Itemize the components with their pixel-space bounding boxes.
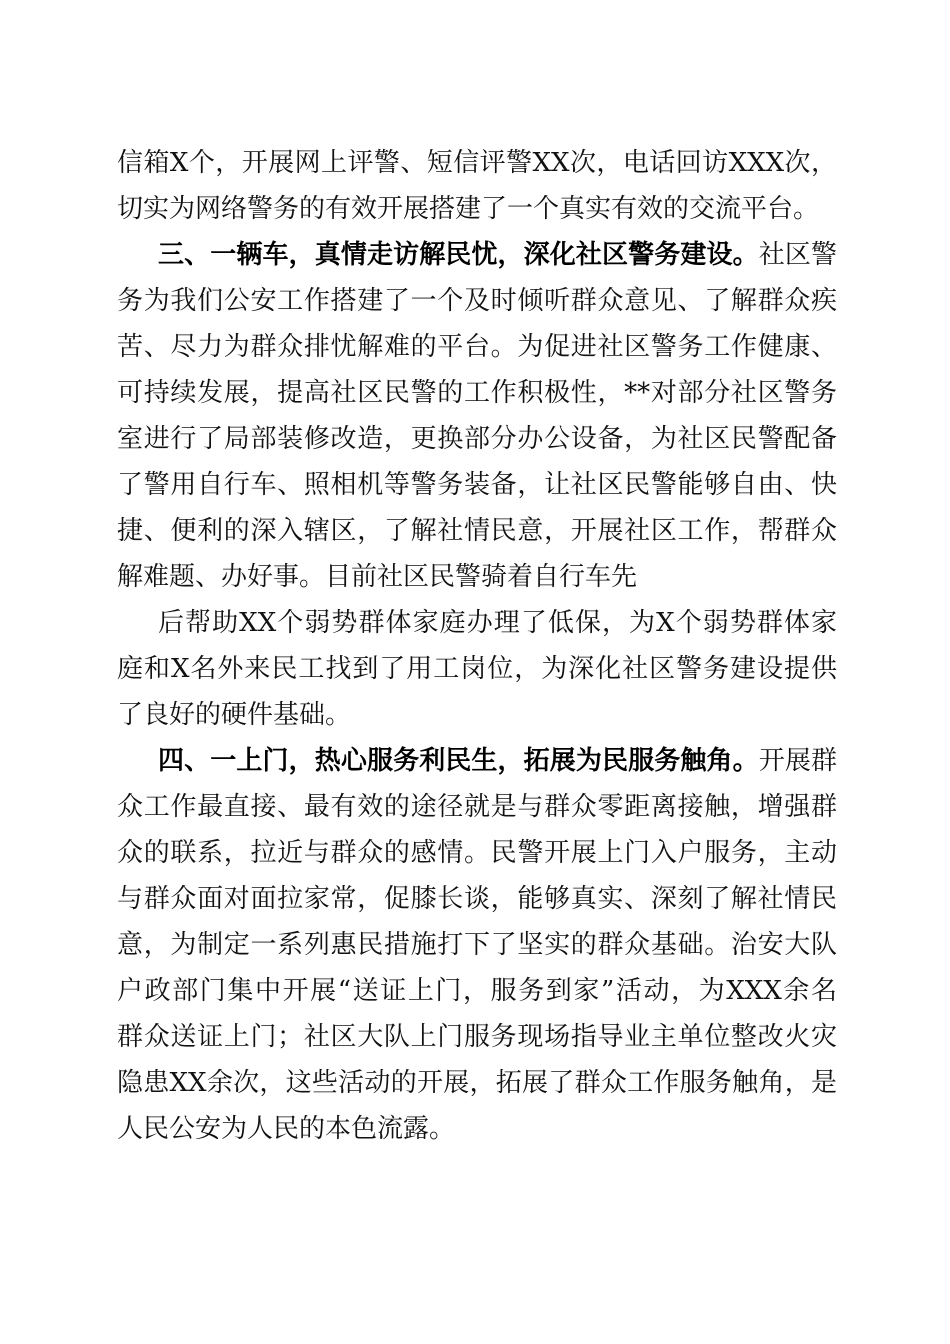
body-text: 社区警 [758, 240, 837, 270]
body-line: 与群众面对面拉家常，促膝长谈，能够真实、深刻了解社情民 [117, 884, 837, 914]
body-line: 人民公安为人民的本色流露。 [117, 1114, 456, 1144]
body-line: 捷、便利的深入辖区，了解社情民意，开展社区工作，帮群众 [117, 516, 837, 546]
body-line: 信箱X个，开展网上评警、短信评警XX次，电话回访XXX次， [117, 148, 837, 178]
body-line: 苦、尽力为群众排忧解难的平台。为促进社区警务工作健康、 [117, 332, 837, 362]
body-line: 庭和X名外来民工找到了用工岗位，为深化社区警务建设提供 [117, 654, 837, 684]
body-line: 务为我们公安工作搭建了一个及时倾听群众意见、了解群众疾 [117, 286, 837, 316]
body-line: 众的联系，拉近与群众的感情。民警开展上门入户服务，主动 [117, 838, 837, 868]
section-four-heading-line [158, 743, 837, 779]
body-line: 隐患XX余次，这些活动的开展，拓展了群众工作服务触角，是 [117, 1068, 837, 1098]
body-line: 户政部门集中开展“送证上门，服务到家”活动，为XXX余名 [117, 976, 837, 1006]
body-line: 意，为制定一系列惠民措施打下了坚实的群众基础。治安大队 [117, 930, 837, 960]
section-three-heading: 三、一辆车，真情走访解民忧，深化社区警务建设。 [158, 240, 759, 270]
body-text: 开展群 [758, 746, 837, 776]
section-four-heading: 四、一上门，热心服务利民生，拓展为民服务触角。 [158, 746, 759, 776]
body-line: 了良好的硬件基础。 [117, 700, 352, 730]
body-line: 众工作最直接、最有效的途径就是与群众零距离接触，增强群 [117, 792, 837, 822]
body-line: 后帮助XX个弱势群体家庭办理了低保，为X个弱势群体家 [158, 608, 837, 638]
body-line: 了警用自行车、照相机等警务装备，让社区民警能够自由、快 [117, 470, 837, 500]
body-line: 可持续发展，提高社区民警的工作积极性，**对部分社区警务 [117, 378, 837, 408]
section-three-heading-line [158, 237, 837, 273]
body-line: 切实为网络警务的有效开展搭建了一个真实有效的交流平台。 [117, 194, 820, 224]
body-line: 群众送证上门；社区大队上门服务现场指导业主单位整改火灾 [117, 1022, 837, 1052]
body-line: 室进行了局部装修改造，更换部分办公设备，为社区民警配备 [117, 424, 837, 454]
body-line: 解难题、办好事。目前社区民警骑着自行车先 [117, 562, 638, 592]
